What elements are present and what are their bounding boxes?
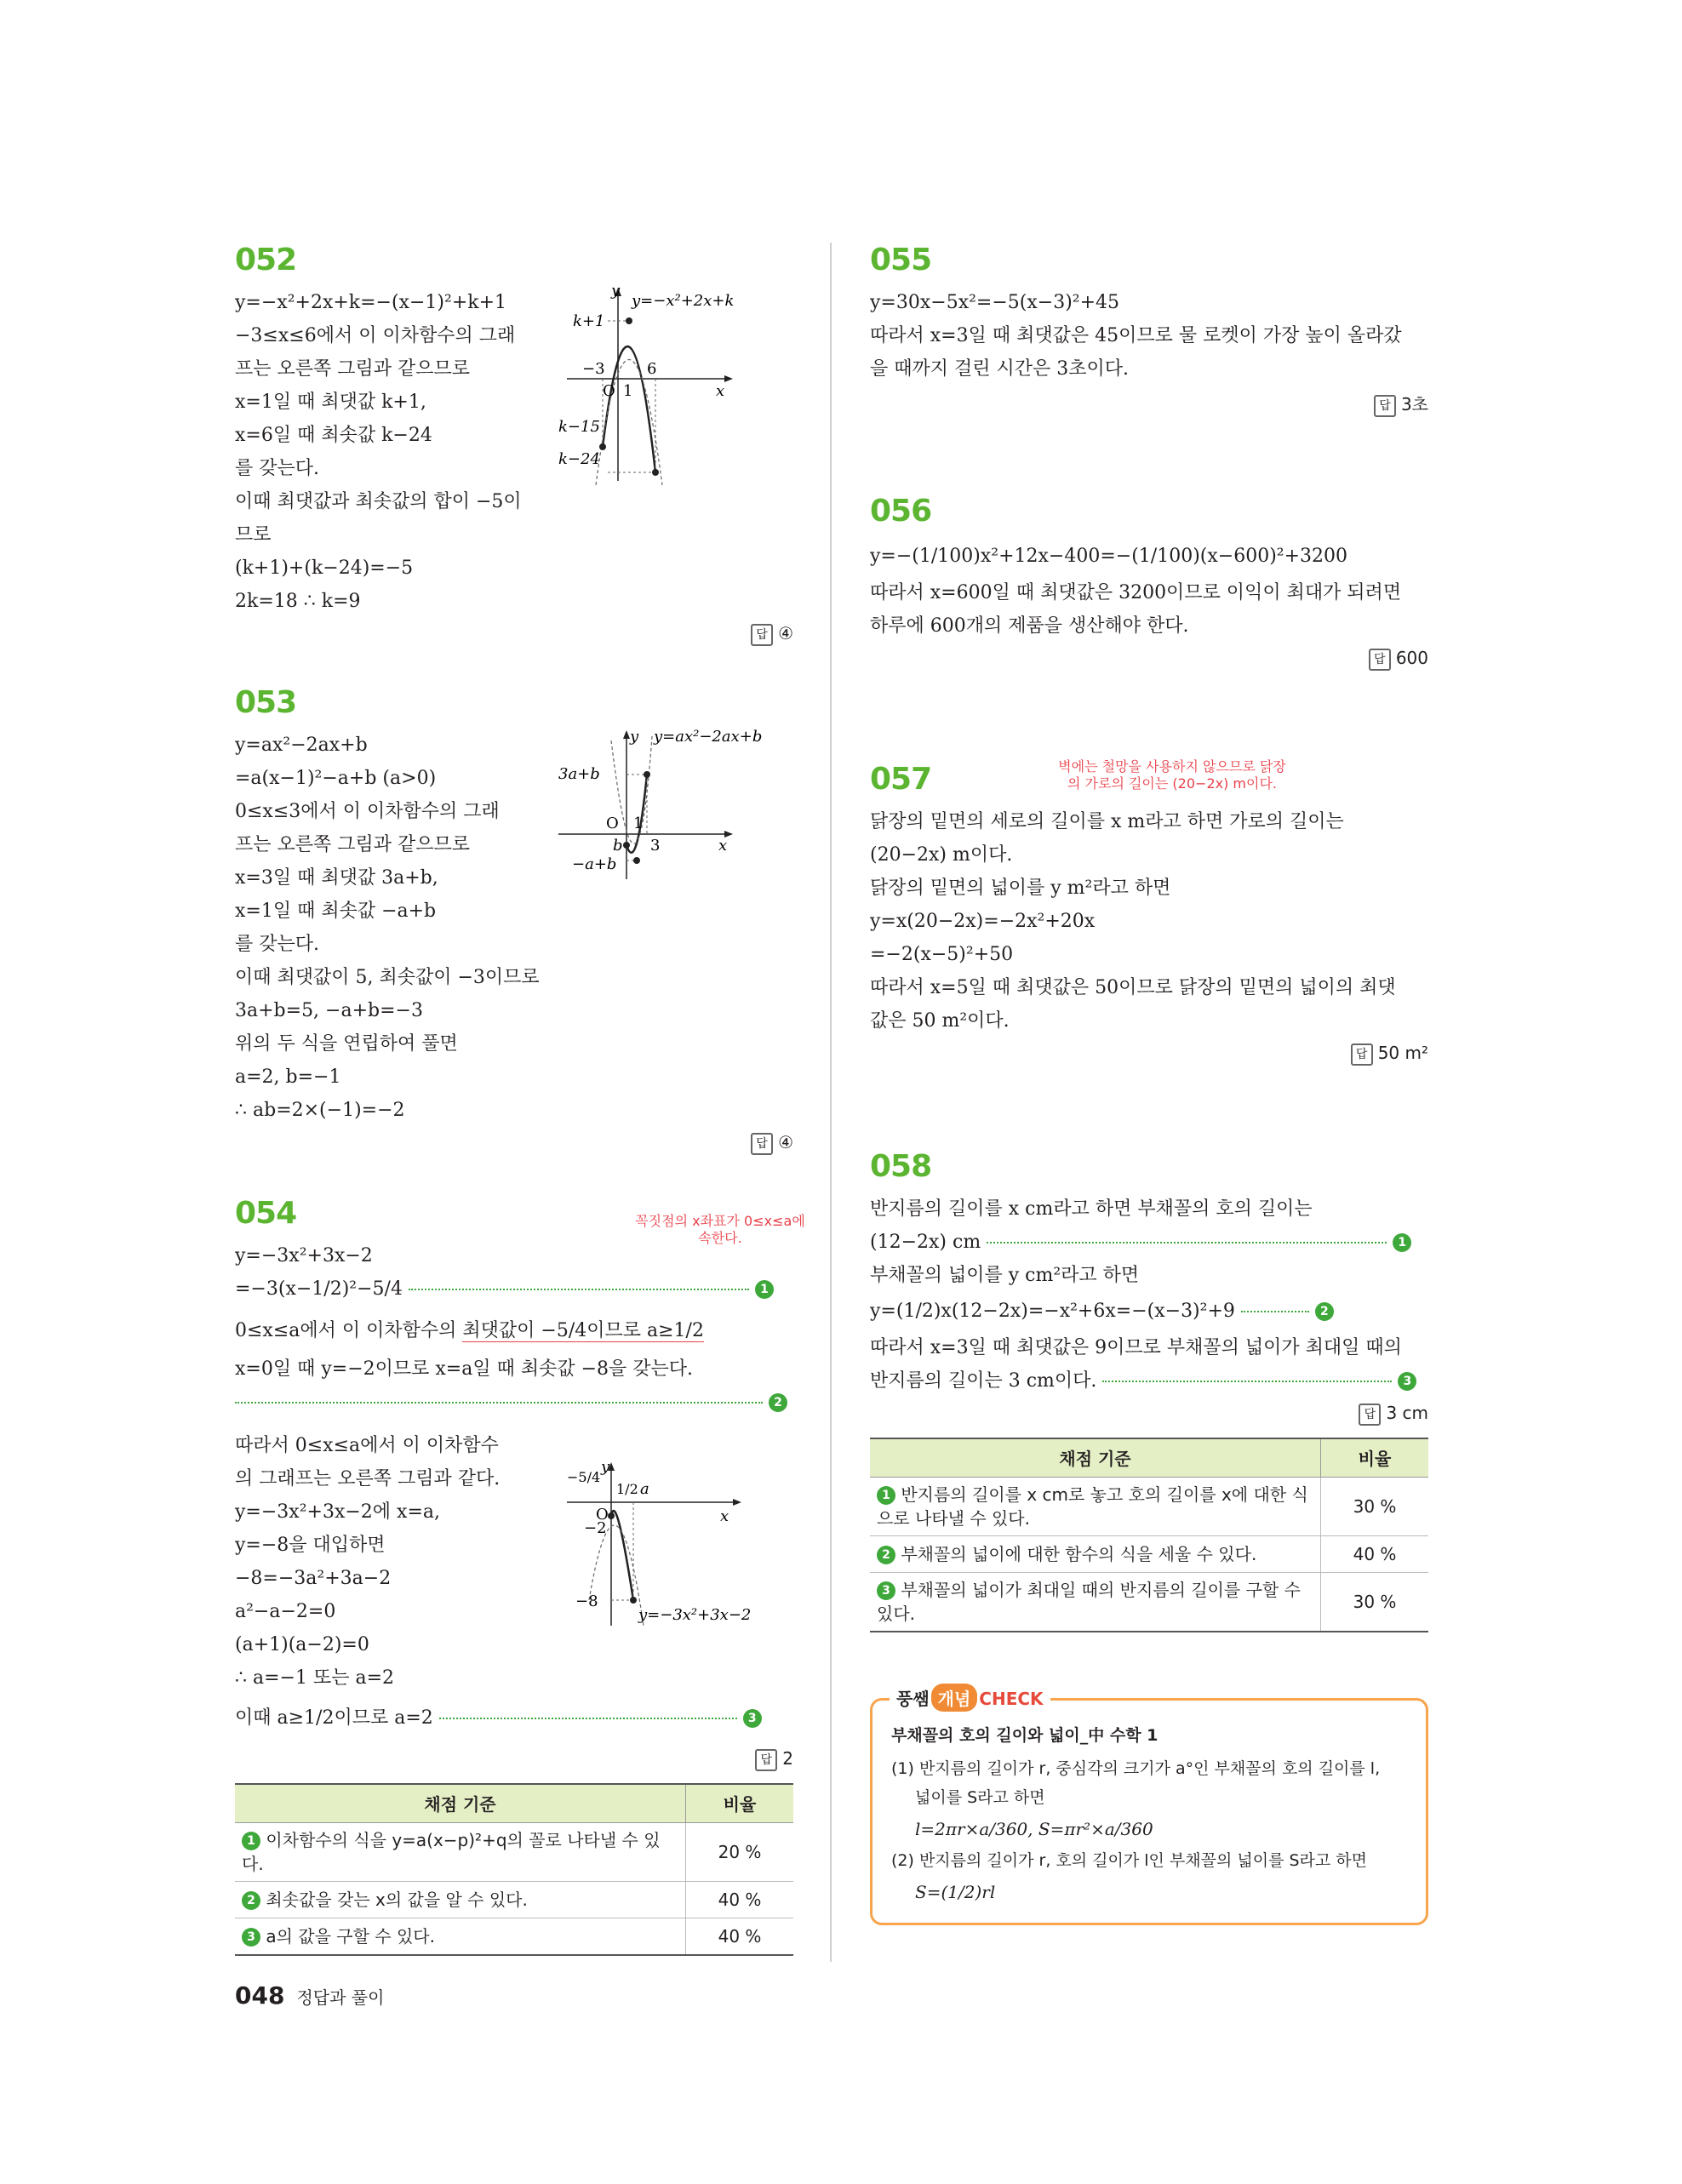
solution-line: x=6일 때 최솟값 k−24 xyxy=(235,425,432,446)
tick-neg8: −8 xyxy=(575,1592,598,1610)
criteria-text: 부채꼴의 넓이가 최대일 때의 반지름의 길이를 구할 수 있다. xyxy=(877,1579,1301,1624)
solution-line: 부채꼴의 넓이를 y cm²라고 하면 xyxy=(870,1265,1140,1286)
parabola-extension xyxy=(589,1525,644,1626)
max-label: k+1 xyxy=(573,312,605,330)
step-mark-1: 1 xyxy=(877,1486,895,1505)
criteria-text: 이차함수의 식을 y=a(x−p)²+q의 꼴로 나타낼 수 있다. xyxy=(242,1829,661,1874)
dotted-leader xyxy=(987,1242,1387,1244)
curve-label: y=−3x²+3x−2 xyxy=(638,1606,752,1624)
answer-tag-icon: 답 xyxy=(751,624,773,646)
step-mark-2: 2 xyxy=(242,1891,260,1910)
concept-title: 부채꼴의 호의 길이와 넓이_中 수학 1 xyxy=(891,1726,1159,1745)
problem-057 xyxy=(870,758,1428,1066)
table-row xyxy=(870,1572,1428,1632)
text-part: 0≤x≤a에서 이 이차함수의 xyxy=(235,1320,463,1341)
dotted-leader xyxy=(409,1289,749,1290)
page-number: 048 xyxy=(235,1981,285,2010)
y-axis-arrow xyxy=(623,730,630,739)
k24-label: k−24 xyxy=(558,450,600,468)
text-part: (12−2x) cm xyxy=(870,1232,981,1253)
criteria-cell xyxy=(870,1535,1321,1572)
solution-line: x=0일 때 y=−2이므로 x=a일 때 최솟값 −8을 갖는다. xyxy=(235,1358,693,1380)
answer-tag-icon: 답 xyxy=(1351,1043,1373,1066)
solution-line: a²−a−2=0 xyxy=(235,1601,336,1622)
point-y-intercept xyxy=(608,1512,615,1519)
criteria-text: 부채꼴의 넓이에 대한 함수의 식을 세울 수 있다. xyxy=(901,1543,1257,1564)
criteria-cell xyxy=(235,1881,686,1918)
b-label: b xyxy=(613,837,623,855)
solution-line: =−2(x−5)²+50 xyxy=(870,944,1014,965)
tick-a: a xyxy=(640,1480,649,1498)
margin-note: 벽에는 철망을 사용하지 않으므로 닭장의 가로의 길이는 (20−2x) m이다. xyxy=(1058,758,1286,792)
concept-formula-1: l=2πr×a/360, S=πr²×a/360 xyxy=(915,1819,1153,1839)
concept-item-2: (2) 반지름의 길이가 r, 호의 길이가 l인 부채꼴의 넓이를 S라고 하면 xyxy=(891,1851,1367,1870)
problem-052 xyxy=(235,243,793,646)
criteria-cell xyxy=(870,1572,1321,1632)
answer-tag-icon: 답 xyxy=(751,1133,773,1155)
page-footer xyxy=(235,1981,384,2010)
origin-label: O xyxy=(606,815,619,832)
table-row xyxy=(870,1477,1428,1535)
tick-1: 1 xyxy=(623,382,633,400)
graph-054 xyxy=(558,1460,793,1630)
solution-line: −3≤x≤6에서 이 이차함수의 그래 xyxy=(235,325,516,346)
answer xyxy=(235,1132,793,1155)
problem-number: 052 xyxy=(235,243,297,277)
solution-line: 프는 오른쪽 그림과 같으므로 xyxy=(235,358,471,380)
solution-line: 이때 최댓값과 최솟값의 합이 −5이 xyxy=(235,491,522,512)
solution-line: a=2, b=−1 xyxy=(235,1066,341,1088)
answer xyxy=(235,1748,793,1771)
header-pill: 개념 xyxy=(931,1684,978,1712)
tick-neg2: −2 xyxy=(584,1519,607,1537)
solution-line: 닭장의 밑면의 세로의 길이를 x m라고 하면 가로의 길이는 xyxy=(870,811,1344,832)
answer xyxy=(870,1043,1428,1066)
criteria-cell xyxy=(235,1918,686,1955)
answer-tag-icon: 답 xyxy=(1374,395,1396,417)
solution-line: 이때 최댓값이 5, 최솟값이 −3이므로 xyxy=(235,967,540,988)
tick-1: 1 xyxy=(633,815,644,832)
solution-line: 따라서 x=600일 때 최댓값은 3200이므로 이익이 최대가 되려면 xyxy=(870,582,1402,603)
underlined-text: 최댓값이 −5/4이므로 a≥1/2 xyxy=(462,1320,704,1341)
solution-line: 하루에 600개의 제품을 생산해야 한다. xyxy=(870,615,1189,637)
dotted-leader xyxy=(1102,1381,1392,1382)
point-max xyxy=(644,771,650,778)
x-axis-arrow xyxy=(724,375,733,382)
solution-line: y=−x²+2x+k=−(x−1)²+k+1 xyxy=(235,292,507,313)
solution-line: 따라서 0≤x≤a에서 이 이차함수 xyxy=(235,1435,499,1456)
table-row xyxy=(235,1822,793,1881)
tick-neg54: −5/4 xyxy=(567,1469,601,1485)
solution-line: 의 그래프는 오른쪽 그림과 같다. xyxy=(235,1468,501,1489)
solution-line: 닭장의 밑면의 넓이를 y m²라고 하면 xyxy=(870,878,1171,899)
point-b xyxy=(623,842,630,849)
answer-value: ④ xyxy=(778,1132,793,1152)
curve-label: y=−x²+2x+k xyxy=(632,292,735,310)
header-ratio: 비율 xyxy=(686,1784,794,1823)
problem-054 xyxy=(235,1196,805,1956)
solution-line: 따라서 x=3일 때 최댓값은 9이므로 부채꼴의 넓이가 최대일 때의 xyxy=(870,1337,1402,1358)
y-label: y xyxy=(601,1460,610,1476)
criteria-text: 반지름의 길이를 x cm로 놓고 호의 길이를 x에 대한 식으로 나타낼 수 있다. xyxy=(877,1484,1308,1529)
point-vertex xyxy=(633,857,640,864)
origin-label: O xyxy=(603,382,615,400)
solution-line: 를 갖는다. xyxy=(235,934,319,955)
answer-tag-icon: 답 xyxy=(1359,1404,1381,1426)
header-part: 풍쌤 xyxy=(896,1689,930,1709)
solution-line: y=−8을 대입하면 xyxy=(235,1535,386,1556)
solution-line: 3a+b=5, −a+b=−3 xyxy=(235,1000,423,1021)
ratio-cell: 20 % xyxy=(686,1822,794,1881)
problem-056 xyxy=(870,494,1428,671)
solution-line: y=x(20−2x)=−2x²+20x xyxy=(870,911,1096,932)
answer xyxy=(870,648,1428,671)
step-mark-3: 3 xyxy=(242,1928,260,1947)
problem-number: 058 xyxy=(870,1149,932,1184)
solution-line xyxy=(870,1292,1428,1331)
tick-6: 6 xyxy=(647,360,657,378)
solution-line: 0≤x≤3에서 이 이차함수의 그래 xyxy=(235,801,500,822)
step-mark-2: 2 xyxy=(877,1546,895,1564)
solution-line: (k+1)+(k−24)=−5 xyxy=(235,557,414,579)
y-label: y xyxy=(611,285,621,300)
problem-number: 056 xyxy=(870,494,932,529)
x-label: x xyxy=(718,837,728,855)
margin-note: 꼭짓점의 x좌표가 0≤x≤a에 속한다. xyxy=(635,1213,805,1246)
y-label: y xyxy=(630,728,639,746)
solution-line: ∴ ab=2×(−1)=−2 xyxy=(235,1100,405,1121)
answer xyxy=(235,623,793,646)
text-part: 이때 a≥1/2이므로 a=2 xyxy=(235,1707,433,1729)
ratio-cell: 30 % xyxy=(1321,1477,1429,1535)
x-label: x xyxy=(720,1507,729,1525)
solution-line: x=1일 때 최댓값 k+1, xyxy=(235,392,426,413)
problem-number: 054 xyxy=(235,1196,297,1231)
step-mark-3: 3 xyxy=(743,1709,762,1728)
table-row xyxy=(235,1918,793,1955)
solution-line: 프는 오른쪽 그림과 같으므로 xyxy=(235,834,471,855)
max-label: 3a+b xyxy=(558,765,600,783)
table-row xyxy=(235,1881,793,1918)
solution-line xyxy=(235,1272,793,1306)
footer-label: 정답과 풀이 xyxy=(296,1987,385,2008)
criteria-text: 최솟값을 갖는 x의 값을 알 수 있다. xyxy=(266,1889,528,1910)
scoring-table xyxy=(870,1438,1428,1632)
min-label: −a+b xyxy=(572,855,617,873)
solution-line: −8=−3a²+3a−2 xyxy=(235,1568,392,1589)
ratio-cell: 30 % xyxy=(1321,1572,1429,1632)
solution-line: 따라서 x=5일 때 최댓값은 50이므로 닭장의 밑면의 넓이의 최댓 xyxy=(870,977,1396,998)
solution-line: 를 갖는다. xyxy=(235,458,319,479)
solution-line xyxy=(235,1701,793,1735)
answer xyxy=(870,1403,1428,1426)
origin-label: O xyxy=(596,1506,609,1524)
ratio-cell: 40 % xyxy=(1321,1535,1429,1572)
header-criteria: 채점 기준 xyxy=(870,1438,1321,1478)
solution-line: =a(x−1)²−a+b (a>0) xyxy=(235,768,437,789)
scoring-table xyxy=(235,1783,793,1956)
solution-line: y=−3x²+3x−2 xyxy=(235,1245,373,1266)
ratio-cell: 40 % xyxy=(686,1918,794,1955)
point-min xyxy=(652,469,659,476)
x-axis-arrow xyxy=(733,1499,741,1506)
problem-number: 053 xyxy=(235,685,297,720)
step-mark-1: 1 xyxy=(242,1832,260,1850)
answer-tag-icon: 답 xyxy=(1369,649,1391,671)
point-vertex xyxy=(626,317,632,324)
solution-line: 위의 두 식을 연립하여 풀면 xyxy=(235,1033,458,1055)
problem-055 xyxy=(870,243,1428,417)
step-mark-2: 2 xyxy=(1315,1302,1334,1321)
solution-line: 므로 xyxy=(235,524,272,546)
answer-tag-icon: 답 xyxy=(755,1749,777,1771)
solution-line xyxy=(870,1226,1428,1259)
x-label: x xyxy=(716,382,725,400)
concept-check-box xyxy=(870,1689,1428,1925)
tick-3: 3 xyxy=(650,837,661,855)
answer-value: 600 xyxy=(1395,648,1428,668)
point-min xyxy=(630,1597,637,1604)
answer-value: ④ xyxy=(778,623,793,643)
step-mark-1: 1 xyxy=(1393,1233,1411,1252)
solution-line: y=30x−5x²=−5(x−3)²+45 xyxy=(870,292,1120,313)
solution-line: y=−3x²+3x−2에 x=a, xyxy=(235,1501,440,1523)
column-divider xyxy=(830,243,832,1962)
solution-line: ∴ a=−1 또는 a=2 xyxy=(235,1667,395,1689)
solution-line: x=3일 때 최댓값 3a+b, xyxy=(235,867,438,889)
tick-neg3: −3 xyxy=(582,360,605,378)
concept-item-1b: 넓이를 S라고 하면 xyxy=(915,1788,1045,1807)
problem-053 xyxy=(235,685,793,1155)
concept-check-header xyxy=(890,1684,1050,1712)
equation: y=(1/2)x(12−2x)=−x²+6x=−(x−3)²+9 xyxy=(870,1301,1235,1322)
answer xyxy=(870,391,1428,417)
table-header xyxy=(235,1784,793,1823)
point-left xyxy=(599,443,606,450)
concept-formula-2: S=(1/2)rl xyxy=(915,1882,996,1902)
graph-052 xyxy=(558,285,793,489)
solution-line: y=−(1/100)x²+12x−400=−(1/100)(x−600)²+3200 xyxy=(870,546,1348,567)
solution-line: 따라서 x=3일 때 최댓값은 45이므로 물 로켓이 가장 높이 올라갔 xyxy=(870,325,1402,346)
solution-line: 값은 50 m²이다. xyxy=(870,1010,1010,1032)
solution-line: 반지름의 길이를 x cm라고 하면 부채꼴의 호의 길이는 xyxy=(870,1198,1313,1220)
problem-number: 057 xyxy=(870,762,932,797)
dotted-leader xyxy=(235,1402,763,1404)
solution-line xyxy=(235,1314,793,1347)
solution-line: (20−2x) m이다. xyxy=(870,844,1013,866)
table-row xyxy=(870,1535,1428,1572)
problem-058 xyxy=(870,1149,1428,1632)
criteria-cell xyxy=(235,1822,686,1881)
header-check: CHECK xyxy=(979,1689,1044,1709)
answer-value: 3 cm xyxy=(1386,1403,1428,1423)
step-mark-3: 3 xyxy=(1398,1372,1416,1391)
solution-line: y=ax²−2ax+b xyxy=(235,735,368,756)
answer-value: 50 m² xyxy=(1377,1043,1428,1063)
problem-number: 055 xyxy=(870,243,932,277)
concept-item-1: (1) 반지름의 길이가 r, 중심각의 크기가 a°인 부채꼴의 호의 길이를 l, xyxy=(891,1759,1381,1778)
solution-line: x=1일 때 최솟값 −a+b xyxy=(235,900,437,922)
k15-label: k−15 xyxy=(558,418,600,436)
parabola xyxy=(611,1511,633,1600)
dotted-leader xyxy=(1241,1311,1309,1312)
solution-line: 을 때까지 걸린 시간은 3초이다. xyxy=(870,358,1129,380)
criteria-text: a의 값을 구할 수 있다. xyxy=(266,1925,435,1947)
tick-half: 1/2 xyxy=(616,1481,638,1497)
step-mark-2: 2 xyxy=(769,1393,787,1412)
solution-line: 2k=18 ∴ k=9 xyxy=(235,591,361,612)
answer-value: 3초 xyxy=(1400,394,1428,415)
criteria-cell xyxy=(870,1477,1321,1535)
solution-line: (a+1)(a−2)=0 xyxy=(235,1634,369,1655)
header-criteria: 채점 기준 xyxy=(235,1784,686,1823)
graph-053 xyxy=(558,728,793,881)
curve-label: y=ax²−2ax+b xyxy=(654,728,763,746)
answer-value: 2 xyxy=(782,1748,793,1769)
table-header xyxy=(870,1438,1428,1478)
solution-line xyxy=(870,1364,1428,1398)
equation: =−3(x−1/2)²−5/4 xyxy=(235,1278,403,1300)
step-mark-1: 1 xyxy=(755,1280,774,1299)
dotted-leader xyxy=(439,1718,737,1719)
text-part: 반지름의 길이는 3 cm이다. xyxy=(870,1370,1097,1392)
step-mark-3: 3 xyxy=(877,1581,895,1600)
header-ratio: 비율 xyxy=(1321,1438,1429,1478)
solution-line xyxy=(235,1386,793,1419)
ratio-cell: 40 % xyxy=(686,1881,794,1918)
